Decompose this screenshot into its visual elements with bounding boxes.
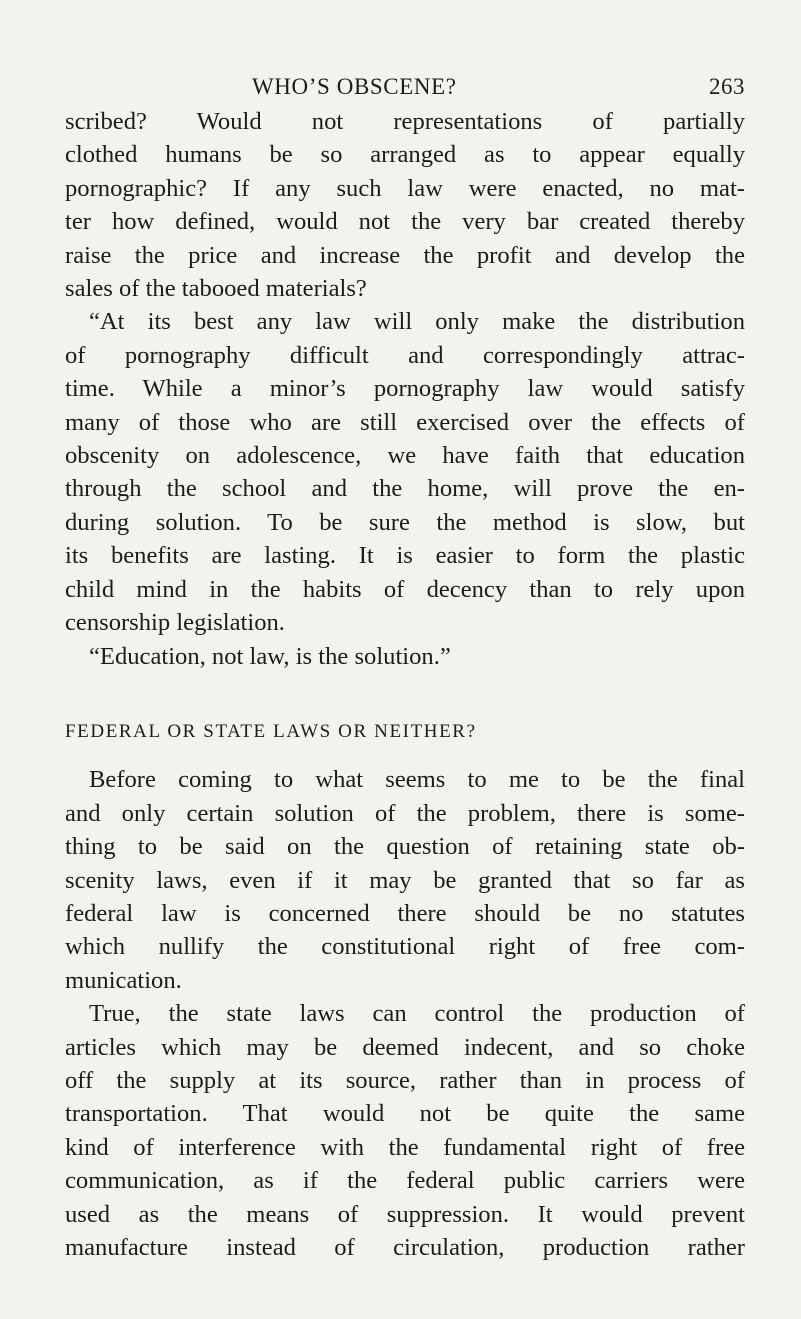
text-line: time. While a minor’s pornography law would satisfy (65, 375, 745, 403)
text-line: censorship legislation. (65, 609, 285, 637)
text-line: its benefits are lasting. It is easier to form the plastic (65, 542, 745, 570)
text-line: pornographic? If any such law were enacted, no mat- (65, 174, 745, 202)
text-line: during solution. To be sure the method is slow, but (65, 508, 745, 536)
text-line: munication. (65, 966, 182, 994)
body-text (65, 105, 745, 1264)
running-head (65, 0, 745, 105)
text-line: scenity laws, even if it may be granted that so far as (65, 866, 745, 894)
paragraph (65, 763, 745, 997)
paragraph (65, 305, 745, 639)
text-line: clothed humans be so arranged as to appear equally (65, 141, 745, 169)
text-line: off the supply at its source, rather than in process of (65, 1066, 745, 1094)
text-line: transportation. That would not be quite the same (65, 1100, 745, 1128)
text-line: scribed? Would not representations of partially (65, 108, 745, 135)
section-heading: FEDERAL OR STATE LAWS OR NEITHER? (65, 720, 477, 742)
text-line: which nullify the constitutional right of free com- (65, 933, 745, 961)
text-line: through the school and the home, will prove the en- (65, 475, 745, 503)
running-title: WHO’S OBSCENE? (252, 74, 457, 99)
text-line: federal law is concerned there should be no statutes (65, 899, 745, 927)
text-line: and only certain solution of the problem, there is some- (65, 799, 745, 827)
text-line: used as the means of suppression. It would prevent (65, 1200, 745, 1228)
text-line: child mind in the habits of decency than to rely upon (65, 575, 745, 603)
text-line: kind of interference with the fundamental right of free (65, 1133, 745, 1161)
paragraph (65, 640, 745, 673)
book-page (65, 0, 745, 1264)
text-line: manufacture instead of circulation, production rather (65, 1234, 745, 1261)
text-line: communication, as if the federal public carriers were (65, 1167, 745, 1195)
text-line: sales of the tabooed materials? (65, 275, 367, 303)
text-line: many of those who are still exercised over the effects of (65, 408, 745, 436)
text-line: True, the state laws can control the production of (89, 1000, 745, 1028)
text-line: “Education, not law, is the solution.” (89, 642, 451, 670)
paragraph (65, 997, 745, 1264)
text-line: obscenity on adolescence, we have faith that education (65, 442, 745, 470)
text-line: articles which may be deemed indecent, and so choke (65, 1033, 745, 1061)
paragraph (65, 105, 745, 305)
text-line: of pornography difficult and correspondingly attrac- (65, 341, 745, 369)
text-line: ter how defined, would not the very bar created thereby (65, 208, 745, 236)
text-line: “At its best any law will only make the distribution (89, 308, 745, 336)
text-line: Before coming to what seems to me to be the final (89, 766, 745, 794)
page-number: 263 (709, 74, 745, 99)
text-line: raise the price and increase the profit and develop the (65, 241, 745, 269)
text-line: thing to be said on the question of retaining state ob- (65, 833, 745, 861)
